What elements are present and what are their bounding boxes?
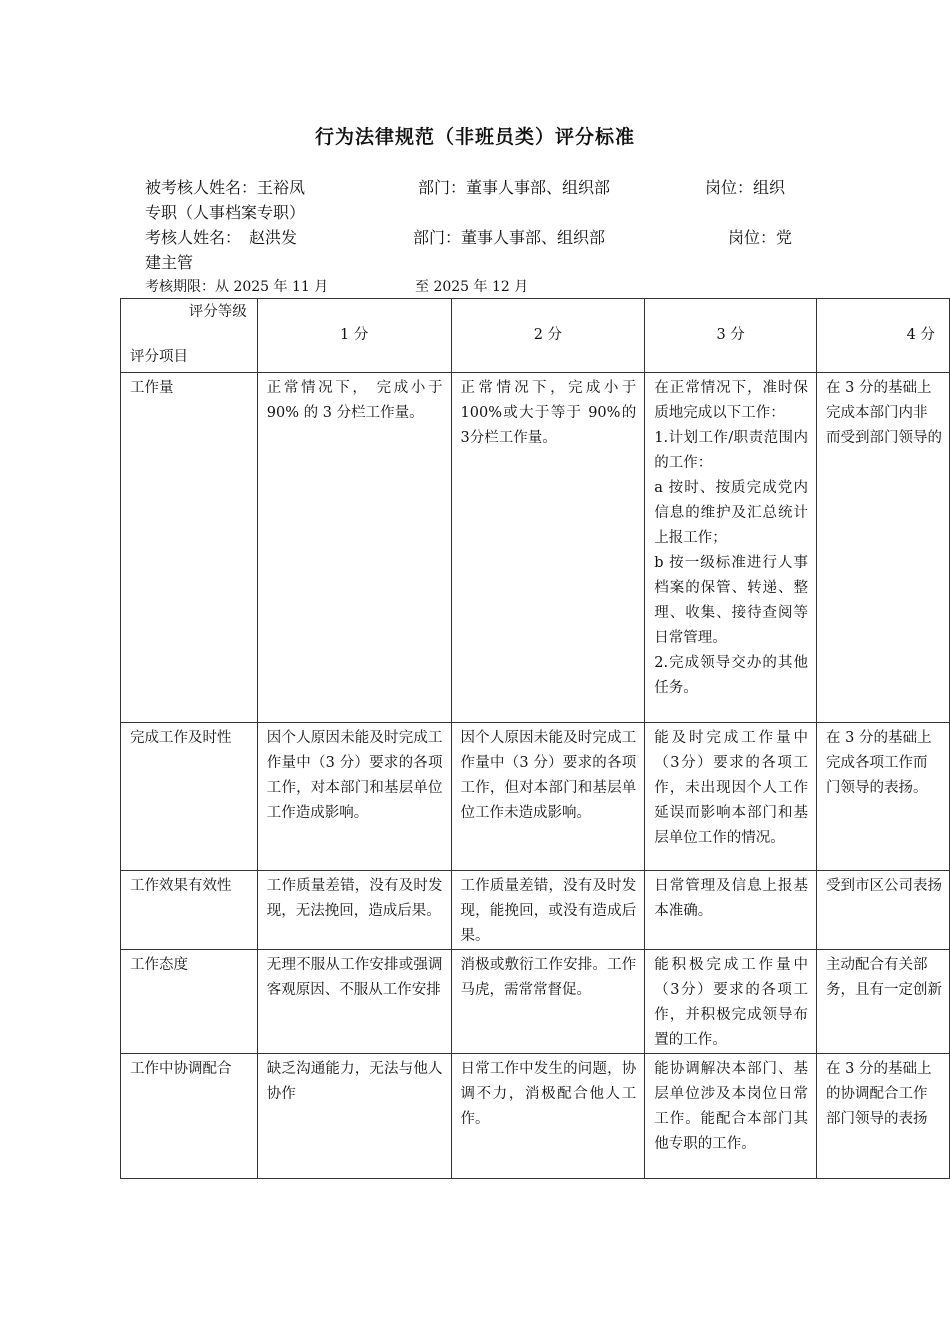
score-2-cell: 因个人原因未能及时完成工作量中（3 分）要求的各项工作，但对本部门和基层单位工作未造成影响。 bbox=[451, 723, 645, 871]
cell-line: a 按时、按质完成党内信息的维护及汇总统计上报工作； bbox=[654, 480, 808, 546]
score-item-label: 评分项目 bbox=[130, 349, 188, 365]
row-item-timeliness: 完成工作及时性 bbox=[121, 723, 258, 871]
assessor-department: 部门：董事人事部、组织部 bbox=[413, 228, 606, 247]
score-3-cell bbox=[645, 871, 817, 950]
corner-header-cell bbox=[121, 299, 258, 373]
scoring-table bbox=[120, 298, 950, 1179]
cell-line: 受到市区公司表扬 bbox=[826, 878, 942, 894]
score-4-cell bbox=[817, 1054, 950, 1179]
page-title: 行为法律规范（非班员类）评分标准 bbox=[314, 126, 635, 148]
assessor-name: 考核人姓名： 赵洪发 bbox=[145, 228, 298, 247]
assessment-period-end: 至 2025 年 12 月 bbox=[415, 279, 529, 295]
row-item-attitude: 工作态度 bbox=[121, 950, 258, 1054]
row-item-workload: 工作量 bbox=[121, 373, 258, 723]
score-1-cell: 缺乏沟通能力，无法与他人协作 bbox=[257, 1054, 451, 1179]
score-header-3: 3 分 bbox=[645, 299, 817, 373]
cell-line: b 按一级标准进行人事档案的保管、转递、整理、收集、接待查阅等日常管理。 bbox=[654, 555, 808, 646]
score-4-cell bbox=[817, 871, 950, 950]
table-row bbox=[121, 723, 950, 871]
score-4-cell bbox=[817, 373, 950, 723]
assessor-post-continued: 建主管 bbox=[145, 253, 194, 272]
cell-line: 日常管理及信息上报基本准确。 bbox=[654, 878, 808, 919]
cell-line: 在 3 分的基础上 bbox=[826, 730, 932, 746]
cell-line: 能积极完成工作量中（3分）要求的各项工作，并积极完成领导布置的工作。 bbox=[654, 957, 808, 1048]
score-2-cell: 消极或敷衍工作安排。工作马虎，需常常督促。 bbox=[451, 950, 645, 1054]
score-2-cell: 日常工作中发生的问题，协调不力，消极配合他人工作。 bbox=[451, 1054, 645, 1179]
header-row bbox=[121, 299, 950, 373]
cell-line: 而受到部门领导的 bbox=[826, 430, 942, 446]
score-3-cell bbox=[645, 373, 817, 723]
assessment-period-start: 考核期限：从 2025 年 11 月 bbox=[145, 279, 329, 295]
row-item-coordination: 工作中协调配合 bbox=[121, 1054, 258, 1179]
cell-line: 在 3 分的基础上 bbox=[826, 380, 932, 396]
row-item-effectiveness: 工作效果有效性 bbox=[121, 871, 258, 950]
cell-line: 部门领导的表扬 bbox=[826, 1111, 928, 1127]
cell-line: 能协调解决本部门、基层单位涉及本岗位日常工作。能配合本部门其他专职的工作。 bbox=[654, 1061, 808, 1152]
score-1-cell: 因个人原因未能及时完成工作量中（3 分）要求的各项工作，对本部门和基层单位工作造成影响。 bbox=[257, 723, 451, 871]
assessor-post: 岗位：党 bbox=[728, 228, 793, 247]
assessee-department: 部门：董事人事部、组织部 bbox=[418, 178, 611, 197]
score-level-label: 评分等级 bbox=[188, 304, 247, 320]
score-1-cell: 无理不服从工作安排或强调客观原因、不服从工作安排 bbox=[257, 950, 451, 1054]
score-header-2: 2 分 bbox=[451, 299, 645, 373]
cell-line: 在正常情况下，准时保质地完成以下工作： bbox=[654, 380, 808, 421]
cell-line: 能及时完成工作量中（3分）要求的各项工作，未出现因个人工作延误而影响本部门和基层单位工作的情况。 bbox=[654, 730, 808, 846]
score-3-cell bbox=[645, 950, 817, 1054]
score-2-cell: 工作质量差错，没有及时发现，能挽回，或没有造成后果。 bbox=[451, 871, 645, 950]
score-header-1: 1 分 bbox=[257, 299, 451, 373]
assessee-post: 岗位：组织 bbox=[705, 178, 786, 197]
score-1-cell: 正常情况下， 完成小于90% 的 3 分栏工作量。 bbox=[257, 373, 451, 723]
assessee-post-continued: 专职（人事档案专职） bbox=[145, 203, 306, 222]
table-row bbox=[121, 950, 950, 1054]
assessee-name: 被考核人姓名：王裕凤 bbox=[145, 178, 306, 197]
table-row bbox=[121, 871, 950, 950]
cell-line: 完成各项工作而 bbox=[826, 755, 928, 771]
score-3-cell bbox=[645, 1054, 817, 1179]
cell-line: 1.计划工作/职责范围内的工作： bbox=[654, 430, 808, 471]
cell-line: 完成本部门内非 bbox=[826, 405, 928, 421]
score-2-cell: 正常情况下，完成小于100%或大于等于 90%的 3分栏工作量。 bbox=[451, 373, 645, 723]
cell-line: 主动配合有关部 bbox=[826, 957, 928, 973]
score-header-4: 4 分 bbox=[817, 299, 950, 373]
score-1-cell: 工作质量差错，没有及时发现，无法挽回，造成后果。 bbox=[257, 871, 451, 950]
score-4-cell bbox=[817, 950, 950, 1054]
score-3-cell bbox=[645, 723, 817, 871]
cell-line: 2.完成领导交办的其他任务。 bbox=[654, 655, 808, 696]
cell-line: 务，且有一定创新 bbox=[826, 982, 942, 998]
cell-line: 的协调配合工作 bbox=[826, 1086, 928, 1102]
score-4-cell bbox=[817, 723, 950, 871]
table-row bbox=[121, 373, 950, 723]
cell-line: 门领导的表扬。 bbox=[826, 780, 928, 796]
table-row bbox=[121, 1054, 950, 1179]
cell-line: 在 3 分的基础上 bbox=[826, 1061, 932, 1077]
